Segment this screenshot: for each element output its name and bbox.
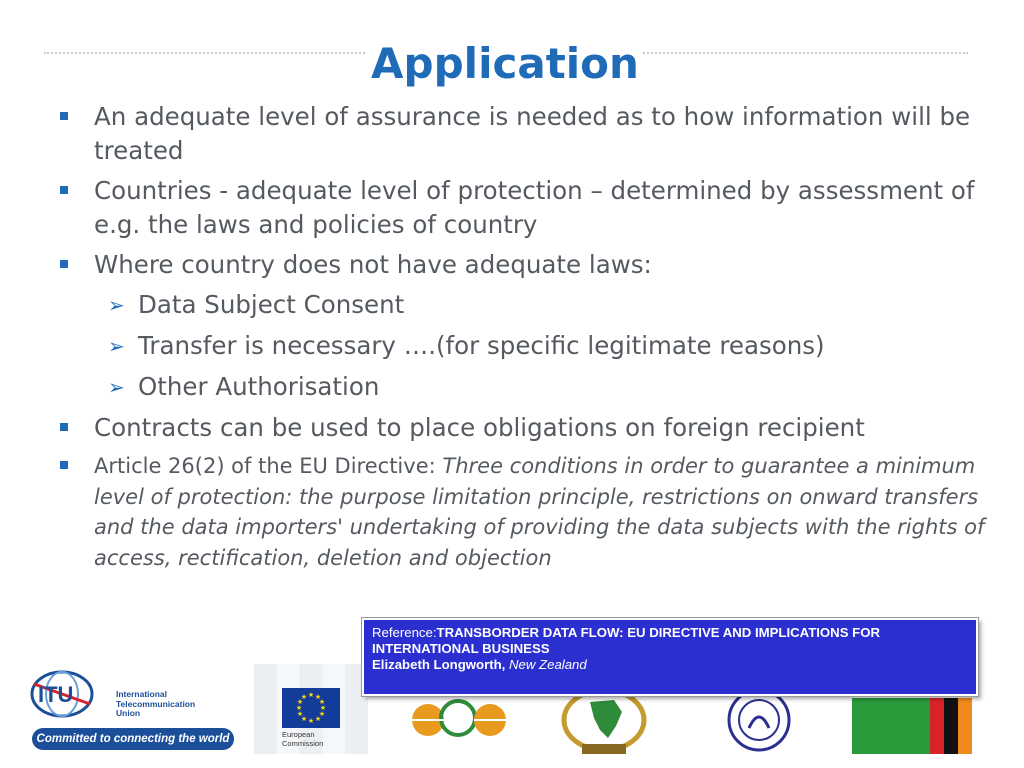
square-bullet-icon [60, 461, 68, 469]
sub-bullet-item: ➢ Data Subject Consent [54, 288, 1004, 322]
square-bullet-icon [60, 112, 68, 120]
arrow-bullet-icon: ➢ [108, 375, 125, 399]
reference-box: Reference:TRANSBORDER DATA FLOW: EU DIRECTIVE AND IMPLICATIONS FOR INTERNATIONAL BUSINESS Elizabeth Longworth, New Zealand [362, 618, 978, 696]
arrow-bullet-icon: ➢ [108, 334, 125, 358]
itu-name: International Telecommunication Union [116, 689, 196, 718]
square-bullet-icon [60, 260, 68, 268]
sub-bullet-item: ➢ Transfer is necessary ….(for specific legitimate reasons) [54, 329, 1004, 363]
svg-text:★: ★ [296, 698, 304, 706]
partner-logo-icon [398, 690, 518, 754]
european-commission-logo: ★ ★ ★ ★ ★ ★ ★ ★ ★ ★ ★ ★ European Commission [254, 664, 368, 754]
sub-bullet-item: ➢ Other Authorisation [54, 370, 1004, 404]
bullet-item: Contracts can be used to place obligations on foreign recipient [54, 411, 1004, 445]
african-union-emblem-icon [556, 690, 652, 756]
eu-flag-icon [282, 688, 340, 728]
svg-text:★: ★ [300, 693, 308, 701]
svg-text:★: ★ [307, 717, 315, 725]
bullet-item: An adequate level of assurance is needed as to how information will be treated [54, 100, 1004, 168]
square-bullet-icon [60, 423, 68, 431]
svg-text:★: ★ [307, 691, 315, 699]
bullet-list [54, 100, 1004, 579]
svg-text:★: ★ [314, 693, 322, 701]
svg-text:★: ★ [300, 715, 308, 723]
svg-text:★: ★ [319, 704, 327, 712]
svg-text:★: ★ [314, 715, 322, 723]
itu-slogan-badge: Committed to connecting the world [32, 728, 234, 750]
regional-organization-seal-icon [724, 688, 794, 752]
bullet-item: Countries - adequate level of protection – determined by assessment of e.g. the laws and policies of country [54, 174, 1004, 242]
svg-text:★: ★ [296, 710, 304, 718]
itu-globe-icon [28, 664, 118, 730]
arrow-bullet-icon: ➢ [108, 293, 125, 317]
itu-logo [28, 664, 238, 752]
zambia-flag-icon [852, 698, 972, 754]
bullet-item: Where country does not have adequate laws: [54, 248, 1004, 282]
bullet-item-article: Article 26(2) of the EU Directive: Three conditions in order to guarantee a minimum level of protection: the purpose limitation principle, restrictions on onward transfers and the data importers' undertaking of providing the data subjects with the rights of access, rectification, deletion and objection [54, 451, 1004, 573]
slide-title: Application [0, 38, 1010, 90]
svg-text:★: ★ [318, 698, 326, 706]
square-bullet-icon [60, 186, 68, 194]
svg-text:★: ★ [295, 704, 303, 712]
svg-text:ITU: ITU [38, 682, 74, 707]
svg-text:★: ★ [318, 710, 326, 718]
